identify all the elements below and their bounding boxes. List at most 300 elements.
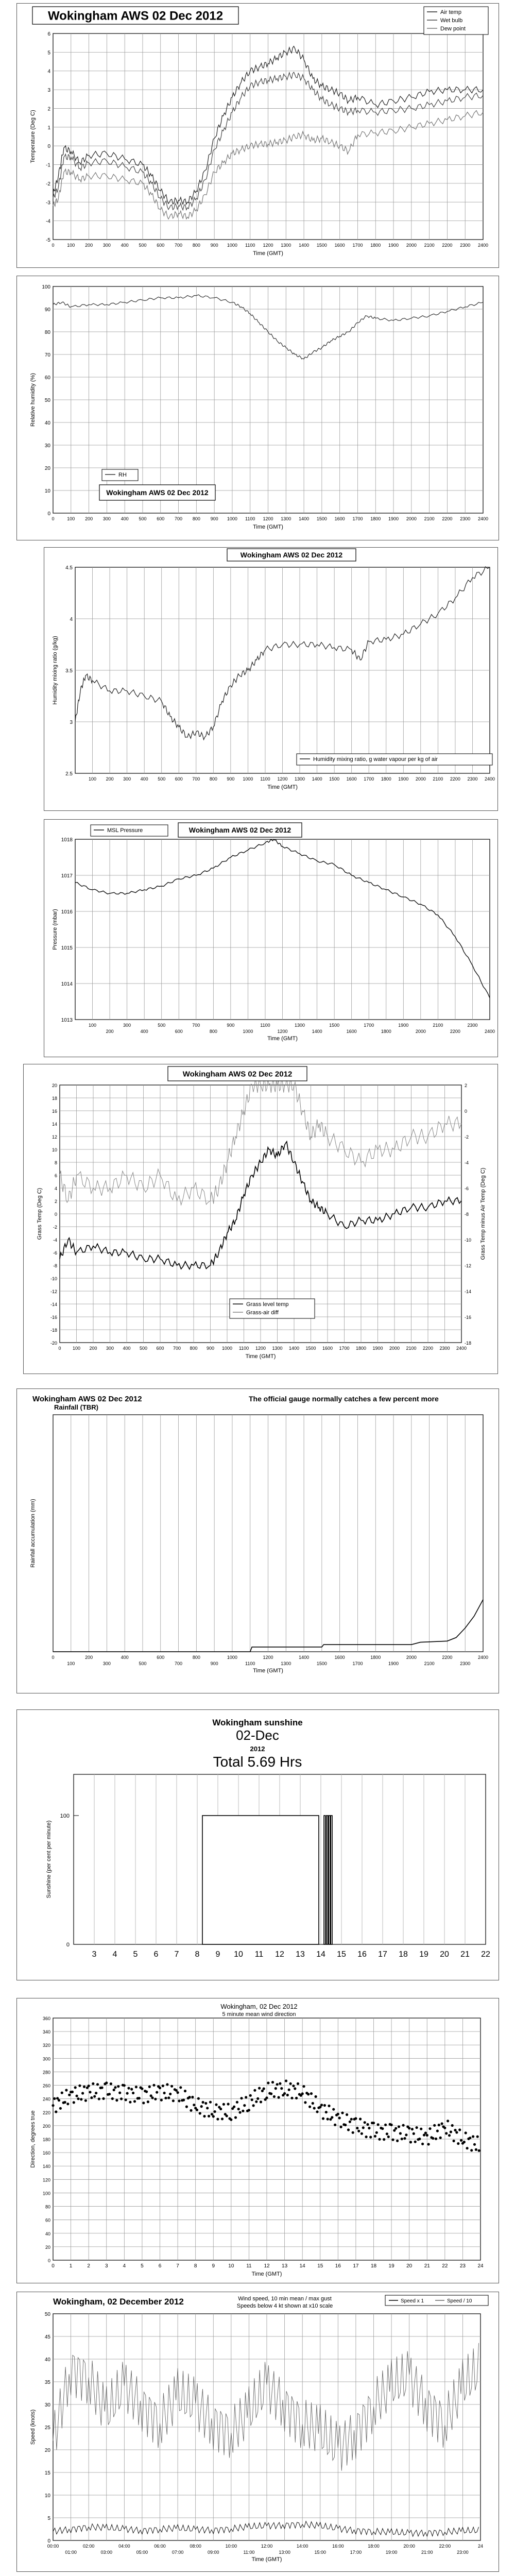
x-tick-label: 21 (460, 1950, 470, 1959)
wind-direction-point (93, 2095, 96, 2098)
x-tick-label: 20 (440, 1950, 449, 1959)
y-tick-label: 5 (47, 2516, 50, 2521)
x-axis-label: Time (GMT) (267, 784, 298, 790)
y-tick-label: 70 (44, 352, 50, 358)
wind-direction-point (211, 2113, 213, 2115)
y2-tick-label: 0 (465, 1109, 468, 1114)
y-tick-label: -3 (46, 200, 50, 206)
x-tick-label: 900 (227, 1023, 235, 1028)
wind-direction-point (478, 2149, 480, 2152)
x-tick-label: 2000 (406, 516, 417, 521)
wind-direction-point (289, 2082, 292, 2085)
y-tick-label: -1 (46, 162, 50, 168)
x-tick-label: 7 (174, 1950, 179, 1959)
wind-direction-point (428, 2127, 431, 2130)
x-tick-label: 2300 (460, 243, 471, 248)
y-tick-label: 100 (42, 284, 50, 290)
legend-label: Humidity mixing ratio, g water vapour per kg of air (313, 756, 438, 762)
y-axis-label: Rainfall accumulation (mm) (30, 1499, 36, 1568)
wind-direction-point (433, 2124, 436, 2127)
x-tick-label: 2100 (424, 243, 435, 248)
x-tick-label: 2000 (406, 1655, 417, 1660)
wind-direction-point (294, 2087, 296, 2090)
wind-direction-point (391, 2139, 394, 2141)
x-tick-label: 400 (121, 1655, 129, 1660)
x-tick-label: 3 (105, 2263, 108, 2269)
x-tick-label: 10 (228, 2263, 234, 2269)
wind-direction-point (290, 2097, 293, 2099)
x-tick-label: 800 (192, 1655, 200, 1660)
y2-axis-label: Grass Temp minus Air Temp (Deg C) (480, 1167, 486, 1260)
wind-direction-point (280, 2087, 283, 2090)
wind-direction-point (89, 2091, 91, 2093)
sunshine-block (329, 1816, 330, 1944)
x-tick-label: 2300 (460, 516, 471, 521)
y-tick-label: -16 (50, 1315, 57, 1320)
x-tick-label: 300 (102, 1661, 111, 1666)
wind-direction-point (185, 2106, 188, 2108)
wind-direction-point (447, 2120, 449, 2122)
x-tick-label: 15:00 (314, 2550, 327, 2555)
y-axis-label: Temperature (Deg C) (30, 110, 36, 163)
x-tick-label: 1300 (295, 776, 305, 782)
x-tick-label: 2 (87, 2263, 90, 2269)
x-tick-label: 07:00 (171, 2550, 184, 2555)
wind-direction-point (308, 2106, 311, 2108)
x-tick-label: 6 (153, 1950, 159, 1959)
y2-tick-label: -8 (465, 1212, 469, 1217)
wind-direction-point (204, 2102, 207, 2105)
x-tick-label: 1100 (245, 243, 255, 248)
wind-direction-point (435, 2138, 437, 2140)
x-tick-label: 18:00 (368, 2544, 380, 2549)
x-tick-label: 300 (102, 516, 111, 521)
y-tick-label: -5 (46, 238, 50, 243)
x-tick-label: 13:00 (279, 2550, 290, 2555)
wind-direction-point (297, 2082, 299, 2085)
x-tick-label: 1900 (388, 1661, 399, 1666)
x-tick-label: 2400 (484, 776, 495, 782)
x-tick-label: 500 (139, 1661, 147, 1666)
wind-direction-point (274, 2087, 277, 2090)
wind-direction-point (114, 2086, 116, 2089)
x-tick-label: 800 (192, 243, 200, 248)
wind-direction-point (445, 2132, 448, 2134)
wind-direction-point (325, 2111, 328, 2113)
wind-direction-point (436, 2130, 439, 2132)
x-tick-label: 12 (275, 1950, 284, 1959)
wind-direction-point (242, 2110, 244, 2112)
x-tick-label: 14 (316, 1950, 325, 1959)
wind-direction-point (271, 2081, 274, 2083)
x-tick-label: 14 (299, 2263, 305, 2269)
y-tick-label: 340 (42, 2029, 50, 2035)
wind-direction-point (101, 2087, 104, 2089)
wind-direction-point (160, 2099, 163, 2102)
x-tick-label: 8 (195, 1950, 200, 1959)
legend-label: Grass-air diff (246, 1310, 279, 1316)
x-tick-label: 800 (209, 776, 217, 782)
wind-direction-point (276, 2083, 279, 2086)
wind-direction-point (240, 2097, 243, 2099)
wind-direction-point (301, 2092, 304, 2095)
x-tick-label: 11:00 (243, 2550, 255, 2555)
x-tick-label: 1200 (263, 516, 273, 521)
wind-direction-point (344, 2124, 347, 2126)
x-axis-label: Time (GMT) (267, 1036, 298, 1042)
wind-direction-point (159, 2087, 161, 2089)
wind-direction-point (475, 2148, 477, 2151)
wind-direction-point (102, 2097, 105, 2100)
y-tick-label: 50 (44, 2312, 50, 2317)
x-tick-label: 1200 (277, 1029, 288, 1034)
y-tick-label: -8 (53, 1263, 57, 1268)
grass-temp-chart-panel (23, 1064, 498, 1374)
x-tick-label: 10 (234, 1950, 243, 1959)
x-tick-label: 6 (158, 2263, 162, 2269)
y-tick-label: 90 (44, 307, 50, 313)
x-tick-label: 2100 (433, 776, 443, 782)
wind-direction-point (408, 2127, 410, 2129)
wind-direction-point (346, 2113, 348, 2116)
wind-direction-point (295, 2097, 298, 2099)
wind-direction-point (369, 2136, 372, 2139)
x-tick-label: 2000 (415, 776, 426, 782)
y-tick-label: 2.5 (65, 771, 73, 777)
wind-direction-point (283, 2092, 286, 2095)
x-tick-label: 400 (121, 243, 129, 248)
wind-direction-point (59, 2107, 62, 2110)
x-tick-label: 900 (210, 243, 218, 248)
wind-direction-point (83, 2086, 85, 2088)
x-tick-label: 12:00 (261, 2544, 273, 2549)
wind-direction-point (179, 2086, 182, 2089)
humidity-chart-panel (16, 276, 499, 540)
mixing-ratio-chart-panel (44, 547, 498, 811)
wind-direction-point (256, 2097, 259, 2100)
wind-direction-point (258, 2087, 261, 2090)
wind-direction-point (190, 2109, 192, 2112)
wind-direction-point (214, 2110, 216, 2113)
y-tick-label: 220 (42, 2110, 50, 2115)
x-tick-label: 2300 (439, 1346, 450, 1351)
wind-direction-point (151, 2096, 154, 2099)
wind-direction-point (381, 2127, 384, 2130)
x-tick-label: 5 (141, 2263, 144, 2269)
wind-direction-point (378, 2138, 381, 2141)
wind-direction-point (278, 2096, 280, 2098)
x-tick-label: 06:00 (154, 2544, 166, 2549)
wind-direction-point (145, 2090, 148, 2093)
wind-direction-point (396, 2140, 399, 2142)
wind-direction-point (334, 2124, 336, 2126)
x-tick-label: 2100 (433, 1023, 443, 1028)
legend-label: Air temp (440, 9, 461, 15)
wind-direction-point (448, 2134, 451, 2137)
x-axis-label: Time (GMT) (253, 1668, 283, 1674)
y2-tick-label: -16 (465, 1315, 472, 1320)
x-tick-label: 1000 (221, 1346, 233, 1351)
wind-direction-point (248, 2109, 250, 2111)
x-tick-label: 900 (210, 516, 218, 521)
wind-direction-point (383, 2138, 385, 2141)
x-tick-label: 1400 (312, 1029, 322, 1034)
x-tick-label: 9 (215, 1950, 220, 1959)
x-tick-label: 1300 (281, 243, 291, 248)
wind-direction-point (418, 2138, 421, 2140)
sunshine-chart-panel (16, 1709, 499, 1980)
wind-direction-point (454, 2129, 456, 2131)
x-tick-label: 500 (139, 243, 147, 248)
y-tick-label: 20 (52, 1083, 57, 1088)
wind-direction-point (95, 2092, 97, 2094)
wind-direction-point (197, 2097, 200, 2100)
pressure-chart (44, 820, 497, 1057)
wind-direction-point (315, 2095, 317, 2098)
wind-direction-point (172, 2099, 175, 2102)
wind-direction-point (233, 2106, 235, 2108)
wind-direction-point (365, 2136, 368, 2138)
wind-direction-point (84, 2099, 87, 2102)
wind-direction-point (398, 2125, 400, 2128)
y-tick-label: 10 (44, 488, 50, 494)
wind-direction-point (221, 2117, 224, 2120)
legend-label: Wet bulb (440, 18, 463, 24)
wind-direction-point (117, 2085, 119, 2088)
x-tick-label: 2400 (477, 516, 489, 521)
wind-direction-point (432, 2137, 434, 2140)
y2-tick-label: -2 (465, 1134, 469, 1140)
x-tick-label: 2200 (442, 1655, 453, 1660)
y-tick-label: 40 (44, 420, 50, 426)
y-tick-label: 12 (52, 1134, 57, 1140)
wind-direction-point (74, 2086, 77, 2089)
y-tick-label: 8 (54, 1160, 57, 1165)
grass-temperature-chart (24, 1064, 497, 1374)
wind-direction-point (368, 2127, 370, 2129)
x-tick-label: 500 (139, 1346, 148, 1351)
x-tick-label: 14:00 (296, 2544, 308, 2549)
x-tick-label: 0 (52, 2263, 55, 2269)
wind-direction-point (390, 2124, 393, 2126)
wind-direction-point (108, 2093, 111, 2095)
wind-direction-point (443, 2127, 446, 2129)
wind-direction-point (245, 2096, 247, 2098)
wind-direction-point (403, 2137, 406, 2140)
wind-direction-point (424, 2132, 427, 2134)
x-tick-label: 1100 (260, 1023, 270, 1028)
x-tick-label: 300 (102, 243, 111, 248)
wind-direction-point (427, 2143, 430, 2145)
x-tick-label: 4 (123, 2263, 126, 2269)
x-tick-label: 300 (106, 1346, 114, 1351)
wind-direction-point (421, 2143, 424, 2145)
wind-direction-point (73, 2101, 75, 2104)
x-tick-label: 13 (296, 1950, 305, 1959)
wind-direction-point (105, 2081, 108, 2084)
wind-direction-point (125, 2098, 127, 2101)
x-tick-label: 2300 (467, 776, 478, 782)
x-axis-label: Time (GMT) (253, 524, 283, 530)
x-tick-label: 2400 (484, 1029, 495, 1034)
wind-direction-point (199, 2112, 201, 2114)
wind-direction-point (129, 2101, 131, 2104)
wind-direction-point (132, 2092, 134, 2094)
y-tick-label: 20 (44, 466, 50, 471)
wind-direction-point (196, 2109, 198, 2111)
x-tick-label: 1500 (305, 1346, 316, 1351)
x-tick-label: 0 (52, 243, 55, 248)
x-tick-label: 400 (140, 776, 148, 782)
x-tick-label: 600 (175, 1029, 183, 1034)
wind-speed-chart-panel (16, 2292, 499, 2572)
wind-direction-point (465, 2131, 467, 2134)
legend-label: Grass level temp (246, 1301, 289, 1308)
y-tick-label: 1015 (61, 945, 73, 951)
wind-direction-point (323, 2104, 326, 2107)
chart-year: 2012 (250, 1745, 265, 1753)
y-tick-label: 0 (47, 144, 50, 150)
x-tick-label: 100 (67, 516, 75, 521)
wind-direction-point (162, 2084, 164, 2087)
wind-direction-point (350, 2118, 353, 2121)
y-tick-label: 320 (42, 2043, 50, 2048)
wind-direction-point (111, 2097, 114, 2100)
y-tick-label: 0 (54, 1212, 57, 1217)
x-tick-label: 700 (175, 243, 183, 248)
y-tick-label: 18 (52, 1096, 57, 1101)
chart-title: Wokingham AWS 02 Dec 2012 (32, 1395, 142, 1403)
wind-direction-point (170, 2085, 173, 2088)
x-tick-label: 1600 (334, 1655, 345, 1660)
legend-label: RH (118, 472, 127, 478)
wind-direction-point (401, 2138, 403, 2140)
relative-humidity-chart (17, 276, 499, 540)
x-tick-label: 600 (157, 516, 165, 521)
x-tick-label: 1000 (243, 1029, 253, 1034)
x-axis-label: Time (GMT) (251, 2271, 282, 2277)
wind-direction-point (261, 2090, 264, 2092)
x-tick-label: 9 (212, 2263, 215, 2269)
y-tick-label: 25 (44, 2425, 50, 2431)
rainfall-chart (17, 1389, 499, 1693)
wind-direction-point (90, 2096, 93, 2099)
y2-tick-label: -4 (465, 1160, 469, 1165)
wind-direction-point (130, 2088, 133, 2091)
x-tick-label: 23 (459, 2263, 466, 2269)
wind-direction-point (307, 2093, 310, 2095)
wind-direction-point (426, 2134, 428, 2137)
wind-direction-point (384, 2124, 387, 2126)
y-tick-label: 4.5 (65, 565, 73, 571)
wind-direction-point (374, 2135, 376, 2138)
wind-direction-point (320, 2104, 323, 2106)
x-tick-label: 2100 (424, 1661, 435, 1666)
wind-direction-point (359, 2117, 362, 2120)
y-tick-label: -14 (50, 1302, 57, 1307)
y-tick-label: -2 (46, 181, 50, 187)
wind-direction-point (127, 2087, 130, 2090)
wind-direction-point (466, 2147, 469, 2149)
x-tick-label: 24 (477, 2263, 484, 2269)
x-tick-label: 600 (156, 1346, 164, 1351)
chart-subtitle: Rainfall (TBR) (54, 1403, 98, 1411)
x-tick-label: 200 (106, 1029, 114, 1034)
y2-tick-label: 2 (465, 1083, 468, 1088)
x-tick-label: 1300 (295, 1023, 305, 1028)
y-tick-label: 1018 (61, 837, 73, 843)
wind-direction-point (253, 2089, 256, 2092)
x-tick-label: 1700 (339, 1346, 350, 1351)
wind-direction-point (356, 2127, 358, 2129)
chart-note: Speeds below 4 kt shown at x10 scale (236, 2303, 333, 2309)
y-tick-label: -6 (53, 1250, 57, 1256)
x-tick-label: 1400 (299, 516, 310, 521)
x-tick-label: 700 (175, 1661, 183, 1666)
wind-direction-point (409, 2141, 412, 2143)
x-tick-label: 11 (254, 1950, 264, 1959)
x-tick-label: 200 (89, 1346, 97, 1351)
x-tick-label: 700 (192, 1023, 200, 1028)
x-tick-label: 1500 (316, 243, 327, 248)
chart-title: Wokingham, 02 Dec 2012 (220, 2003, 298, 2010)
wind-direction-point (113, 2089, 115, 2091)
x-tick-label: 800 (192, 516, 200, 521)
wind-direction-point (341, 2112, 344, 2114)
wind-direction-point (327, 2118, 329, 2121)
x-tick-label: 12 (264, 2263, 270, 2269)
wind-direction-point (53, 2097, 56, 2100)
x-tick-label: 4 (112, 1950, 117, 1959)
x-tick-label: 100 (72, 1346, 81, 1351)
wind-direction-point (347, 2128, 350, 2131)
wind-direction-point (68, 2094, 71, 2096)
x-tick-label: 1100 (245, 516, 255, 521)
wind-direction-point (460, 2139, 462, 2142)
y-tick-label: 4 (47, 69, 50, 75)
x-tick-label: 2200 (442, 243, 453, 248)
wind-direction-point (377, 2123, 380, 2126)
wind-direction-point (226, 2114, 228, 2117)
y-tick-label: 0 (47, 2538, 50, 2544)
wind-direction-point (476, 2136, 479, 2138)
y2-tick-label: -14 (465, 1289, 472, 1294)
x-tick-label: 20:00 (403, 2544, 415, 2549)
wind-direction-point (163, 2092, 166, 2094)
x-tick-label: 00:00 (47, 2544, 59, 2549)
wind-direction-point (288, 2089, 290, 2091)
x-tick-label: 1300 (272, 1346, 283, 1351)
wind-direction-point (148, 2086, 151, 2088)
wind-direction-point (352, 2131, 354, 2134)
y-tick-label: 300 (42, 2056, 50, 2062)
wind-direction-point (152, 2084, 155, 2087)
y-tick-label: 5 (47, 50, 50, 56)
y-tick-label: 15 (44, 2470, 50, 2476)
y-axis-label: Pressure (mbar) (52, 909, 58, 950)
x-tick-label: 22 (481, 1950, 490, 1959)
y-tick-label: -4 (53, 1238, 57, 1243)
y-tick-label: 3.5 (65, 668, 73, 674)
wind-direction-point (399, 2132, 402, 2134)
y-tick-label: 100 (42, 2191, 50, 2196)
chart-note: The official gauge normally catches a few percent more (249, 1395, 439, 1403)
wind-direction-point (453, 2140, 455, 2142)
wind-direction-point (360, 2132, 363, 2135)
x-tick-label: 1500 (316, 1661, 327, 1666)
x-tick-label: 1400 (299, 1655, 310, 1660)
wind-direction-point (96, 2083, 99, 2086)
